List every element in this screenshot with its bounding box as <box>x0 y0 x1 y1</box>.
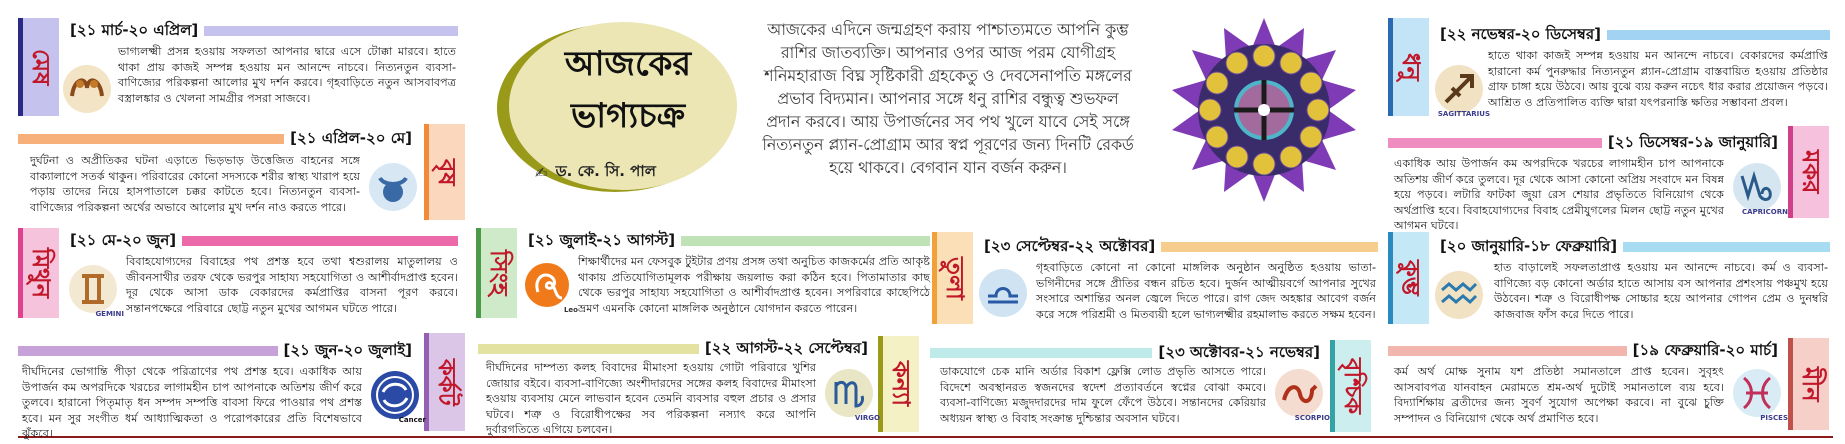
sign-tab-karkat: কর্কট <box>424 333 465 431</box>
sign-tab-mesh: মেষ <box>18 18 59 116</box>
horoscope-text-mithun: বিবাহযোগ্যদের বিবাহের পথ প্রশস্ত হবে তথা শ্বশুরালয় মাতুলালয় ও জীবনসাথীর তরফ থেকে ভরপুর সাহায্য সহযোগিতা ও আশীর্বাদপ্রাপ্ত হবেন। দূর থেকে আসা ডাক বেকারদের কর্মপ্রাপ্তির বাসনা পূরণ করবে। সন্তানপক্ষেরে পরিবারে ছোট্ট নতুন মুখের আগমন ঘটতে পারে। <box>126 255 458 315</box>
capricorn-icon: CAPRICORN <box>1730 160 1784 214</box>
horoscope-text-tula: গৃহবাড়িতে কোনো না কোনো মাঙ্গলিক অনুষ্ঠান অনুষ্ঠিত হওয়ায় ভাতা-ভগিনীদের সঙ্গে প্রীতির বন্ধন রচিত হবে। দুর্জন আত্মীয়বর্গে আপনার সুখের সংসারে অশান্তির অনল জ্বেলে দিতে পারে। রাগ জেদ অহঙ্কার আবেগ বর্জন করে সঙ্গে পরিশ্রমী ও মিতব্যয়ী হলে ভাগ্যলক্ষ্মীর রহমালাভ করতে সক্ষম হবেন। <box>1036 261 1376 321</box>
intro-paragraph: আজকের এদিনে জন্মগ্রহণ করায় পাশ্চাত্যমতে আপনি কুম্ভ রাশির জাতব্যক্তি। আপনার ওপর আজ পরম যোগীগ্রহ শনিমহারাজ বিঘ্ন সৃষ্টিকারী গ্রহকেতু ও দেবসেনাপতি মঙ্গলের প্রভাব বিদ্যমান। আপনার সঙ্গে ধনু রাশির বন্ধুত্ব শুভফল প্রদান করবে। আয় উপার্জনের সব পথ খুলে যাবে সেই সঙ্গে নিত্যনতুন প্ল্যান-প্রোগ্রাম আর স্বপ্ন পূরণের জন্য দিনটি রেকর্ড হয়ে থাকবে। বেগবান যান বর্জন করুন। <box>762 20 1134 177</box>
date-header-kanya: [২২ আগস্ট-২২ সেপ্টেম্বর] <box>478 338 874 360</box>
sign-tab-singha: সিংহ <box>476 228 517 318</box>
date-header-tula: [২৩ সেপ্টেম্বর-২২ অক্টোবর] <box>978 236 1378 258</box>
sign-tab-brischik: বৃশ্চিক <box>1330 340 1371 432</box>
horoscope-text-singha: শিক্ষার্থীদের মন ফেসবুক টুইটার প্রণয় প্রসঙ্গ তথা অনুচিত কাজকর্মের প্রতি আকৃষ্ট থাকায় প্রতিযোগিতামূলক পরীক্ষায় জয়লাভ করা কঠিন হবে। পিতামাতার কাছ থেকে ভরপুর সাহায্য সহযোগিতা ও আশীর্বাদপ্রাপ্ত হবেন। সপরিবারে কাছেপিঠে ভ্রমণ এমনকি কোনো মাঙ্গলিক অনুষ্ঠানে যোগদান করতে পারেন। <box>578 255 930 315</box>
sign-tab-makar: মকর <box>1788 126 1829 218</box>
aries-icon <box>60 62 114 116</box>
date-header-singha: [২১ জুলাই-২১ আগস্ট] <box>522 230 930 252</box>
sign-tab-kanya: কন্যা <box>878 336 919 432</box>
gemini-icon: GEMINI <box>66 262 120 316</box>
horoscope-text-brischik: ডাকযোগে চেক মানি অর্ডার বিকাশ ফ্লেক্সি লোড প্রভৃতি আসতে পারে। বিদেশে অবস্থানরত স্বজনদের স্বদেশ প্রত্যাবর্তনে স্বপ্নের বোঝা কমবে। ব্যবসা-বাণিজ্যে মজুদদারদের দাম ফুলে ফেঁপে উঠবে। সন্তানদের কেরিয়ার অধ্যয়ন স্বাস্থ্য ও বিবাহ সংক্রান্ত দুশ্চিন্তার অবসান ঘটবে। <box>940 365 1266 425</box>
horoscope-text-min: কর্ম অর্থ মোক্ষ সুনাম যশ প্রতিষ্ঠা সমানতালে প্রাপ্ত হবেন। সুবৃহৎ আসবাবপত্র যানবাহন মেরামতে শ্রম-অর্থ দুটোই সমানতালে ব্যয় হবে। বিদ্যার্শিক্ষায় ব্রতীদের জন্য সুবর্ণ সুযোগ অপেক্ষা করবে। না বুঝে চুক্তি সম্পাদন ও বিনিয়োগ থেকে অর্থ প্রমাণিত হবে। <box>1394 365 1724 425</box>
zodiac-wheel-image <box>1172 18 1356 202</box>
bottom-rule <box>18 436 1833 438</box>
date-header-dhanu: [২২ নভেম্বর-২০ ডিসেম্বর] <box>1434 24 1830 46</box>
date-header-kumbha: [২০ জানুয়ারি-১৮ ফেব্রুয়ারি] <box>1434 236 1830 258</box>
sign-tab-mithun: মিথুন <box>18 228 59 318</box>
sagittarius-icon: SAGITTARIUS <box>1432 62 1486 116</box>
horoscope-text-makar: একাধিক আয় উপার্জন কম অপরদিকে খরচের লাগামহীন চাপ আপনাকে অতিশয় জীর্ণ করে তুলবে। দূর থেকে আসা কোনো অপ্রিয় সংবাদে মন বিষন্ন হয়ে পড়বে। লটারি ফাটকা জুয়া রেস শেয়ার প্রভৃতিতে বিনিয়োগ থেকে অর্থপ্রাপ্তি হবে। বিবাহযোগ্যদের বিবাহ প্রেমীযুগলের মিলন ছোট্ট নতুন মুখের আগমন ঘটবে। <box>1394 157 1724 233</box>
date-header-mithun: [২১ মে-২০ জুন] <box>64 230 458 252</box>
scorpio-icon: SCORPIO <box>1272 366 1326 420</box>
sign-tab-dhanu: ধনু <box>1388 18 1429 116</box>
author-name: ড. কে. সি. পাল <box>555 162 656 180</box>
horoscope-text-kanya: দীর্ঘদিনের দাম্পত্য কলহ বিবাদের মীমাংসা হওয়ায় গোটা পরিবারে খুশির জোয়ার বইবে। ব্যবসা-বাণিজ্যে অংশীদারদের সঙ্গের কলহ বিবাদের মীমাংসা হওয়ায় ব্যবসায় মেনে লাভবান হবেন তেমনি ব্যবসার বহুল প্রচার ও প্রসার ঘটবে। শত্রু ও বিরোধীপক্ষের সব পরিকল্পনা নস্যাৎ করে আপনি দুর্বারগতিতে এগিয়ে চলবেন। <box>486 361 816 437</box>
leo-icon: Leo <box>520 258 574 312</box>
horoscope-text-kumbha: হাত বাড়ালেই সফলতাপ্রাপ্ত হওয়ায় মন আনন্দে নাচবে। কর্ম ও ব্যবসা-বাণিজ্যে বড় কোনো অর্ডার হাতে আসায় বস আপনার প্রশংসায় পঞ্চমুখ হয়ে উঠবেন। শত্রু ও বিরোধীপক্ষ সোচ্চার হয়ে আপনার গোপন প্রেম ও দুনম্বরি কাজবাজ ফাঁস করে দিতে পারে। <box>1494 261 1828 321</box>
horoscope-text-dhanu: হাতে থাকা কাজই সম্পন্ন হওয়ায় মন আনন্দে নাচবে। বেকারদের কর্মপ্রাপ্তি হারানো কর্ম পুনরুদ্ধার নিত্যনতুন প্ল্যান-প্রোগ্রাম বাস্তবায়িত হওয়ায় প্রতিষ্ঠার গ্রাফ চাঙ্গা হয়ে উঠবে। আয় বুঝে ব্যয় করুন নচেৎ ধার করার প্রয়োজন পড়বে। আশ্রিত ও প্রতিপালিত ব্যক্তি দ্বারা যৎপরনাস্তি ক্ষতির সম্ভাবনা প্রবল। <box>1488 49 1828 109</box>
page-title: আজকের ভাগ্যচক্র <box>564 44 692 136</box>
sign-tab-min: মীন <box>1788 338 1829 430</box>
aquarius-icon <box>1432 268 1486 322</box>
byline <box>535 160 656 185</box>
horoscope-text-mesh: ভাগ্যলক্ষ্মী প্রসন্ন হওয়ায় সফলতা আপনার দ্বারে এসে টোক্কা মারবে। হাতে থাকা প্রায় কাজই সম্পন্ন হওয়ায় মন আনন্দে নাচবে। নিত্যনতুন ব্যবসা-বাণিজ্যের পরিকল্পনা আলোর মুখ দর্শন করবে। গৃহবাড়িতে নতুন আসবাবপত্র বস্ত্রালঙ্কার ও খেলনা সামগ্রীর পসরা সাজবে। <box>118 45 456 105</box>
taurus-icon <box>366 160 420 214</box>
sign-tab-kumbha: কুম্ভ <box>1388 232 1429 324</box>
date-header-brischik: [২৩ অক্টোবর-২১ নভেম্বর] <box>930 342 1326 364</box>
cancer-icon: Cancer <box>368 368 422 422</box>
sign-tab-brisha: বৃষ <box>424 124 465 220</box>
horoscope-text-brisha: দুর্ঘটনা ও অপ্রীতিকর ঘটনা এড়াতে ভিড়ভাড় উত্তেজিত বাহনের সঙ্গে বাক্যালাপে সতর্ক থাকুন। পরিবারের কোনো সদস্যকে শরীর স্বাস্থ্য খারাপ হয়ে পড়ায় তাদের নিয়ে হাসপাতালে চক্কর কাটতে হবে। নিত্যনতুন ব্যবসা-বাণিজ্যের পরিকল্পনা অর্থের অভাবে আলোর মুখ দর্শন নাও করতে পারে। <box>30 154 360 214</box>
sign-tab-tula: তুলা <box>932 232 973 324</box>
pisces-icon: PISCES <box>1730 366 1784 420</box>
pen-icon: ✍ <box>535 163 548 182</box>
date-header-min: [১৯ ফেব্রুয়ারি-২০ মার্চ] <box>1388 340 1784 362</box>
date-header-mesh: [২১ মার্চ-২০ এপ্রিল] <box>64 20 458 42</box>
virgo-icon: VIRGO <box>822 366 876 420</box>
libra-icon <box>976 266 1030 320</box>
date-header-makar: [২১ ডিসেম্বর-১৯ জানুয়ারি] <box>1388 132 1784 154</box>
date-header-brisha: [২১ এপ্রিল-২০ মে] <box>18 128 418 150</box>
horoscope-text-karkat: দীর্ঘদিনের ভোগান্তি পীড়া থেকে পরিত্রাণের পথ প্রশস্ত হবে। একাধিক আয় উপার্জন কম অপরদিকে খরচের লাগামহীন চাপ আপনাকে অতিশয় জীর্ণ করে তুলবে। হারানো পিতৃমাতৃ ধন সম্পদ সম্পত্তি বাবসা ফিরে পাওয়ার পথ প্রশস্ত হবে। মন সুর সংগীত ধর্ম আধ্যাত্মিকতা ও পরোপকারের প্রতি বিশেষভাবে ঝুঁকবে। <box>22 365 362 441</box>
date-header-karkat: [২১ জুন-২০ জুলাই] <box>18 340 418 362</box>
